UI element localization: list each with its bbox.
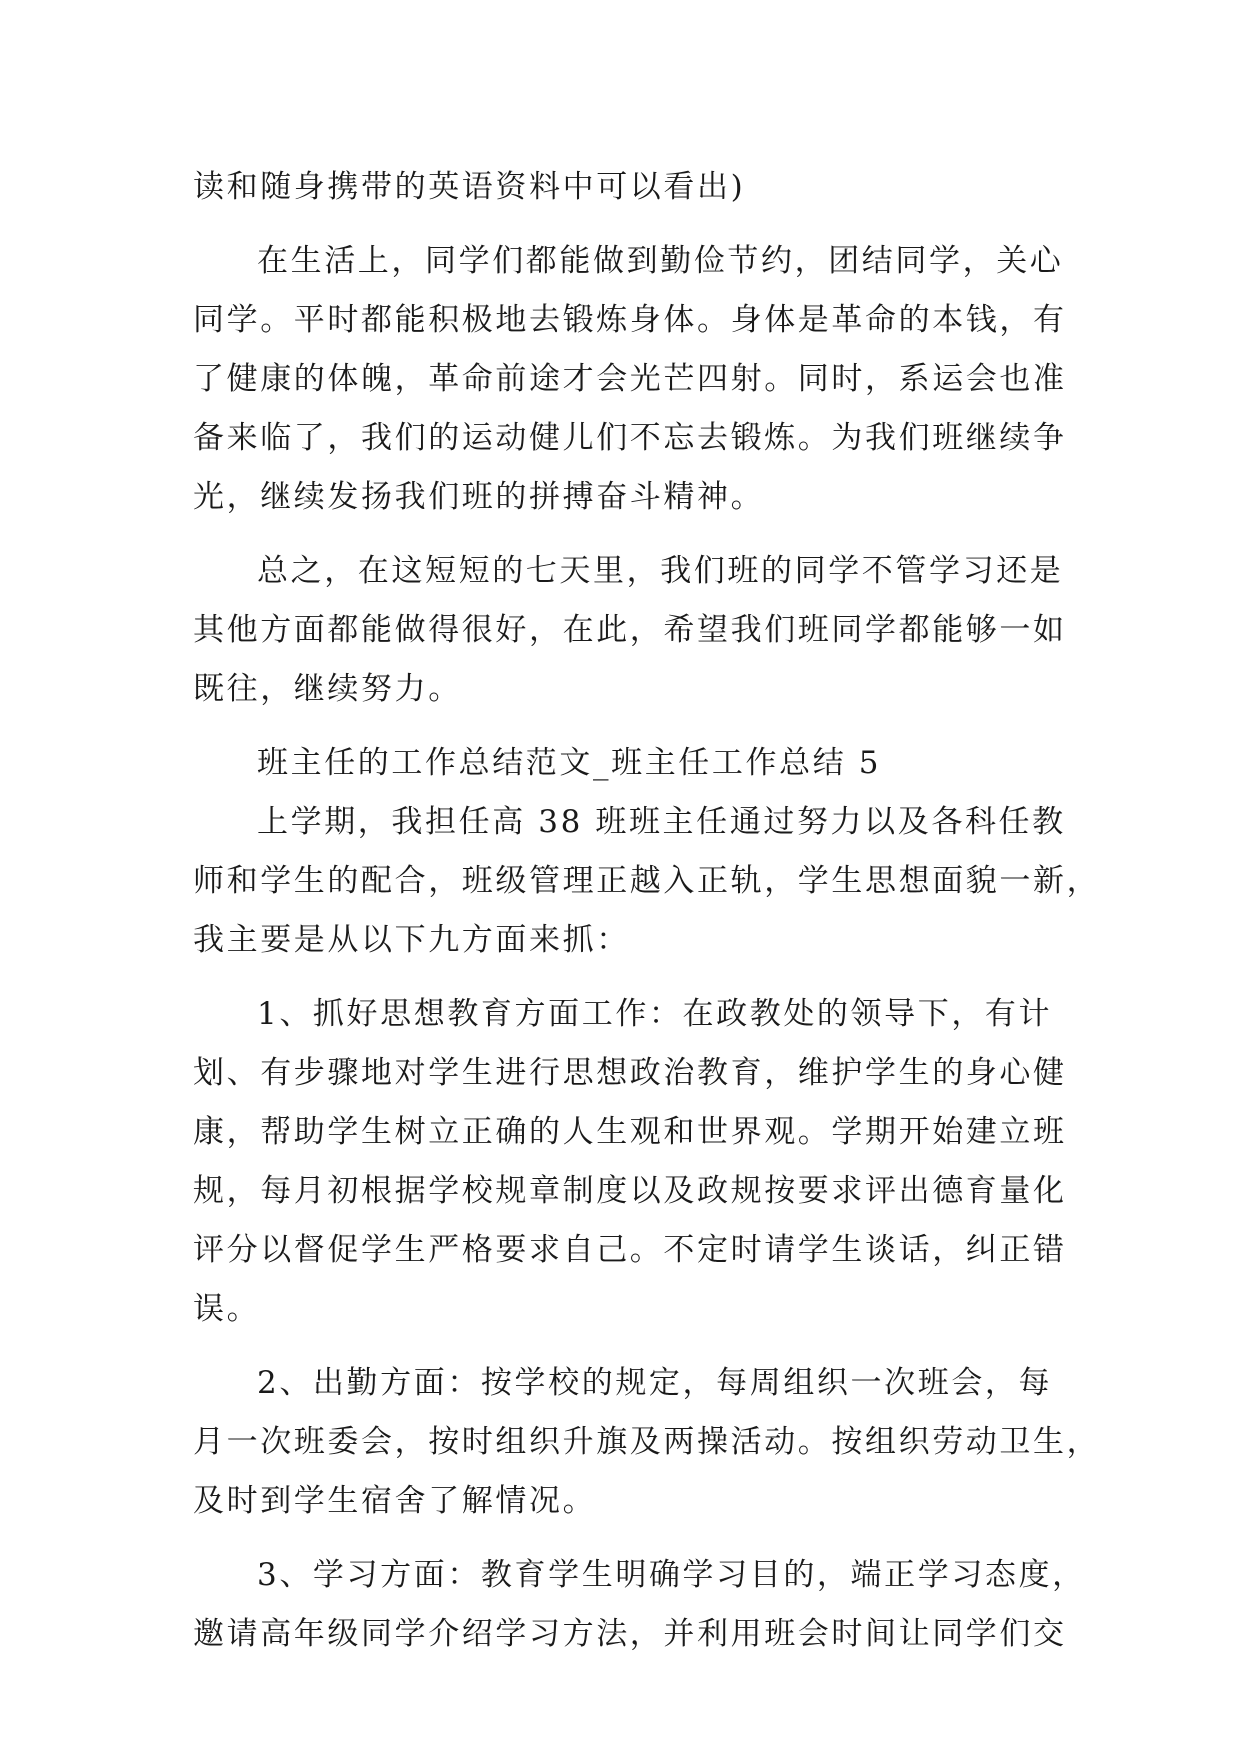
text-line: 在生活上，同学们都能做到勤俭节约，团结同学，关心 [257,243,1064,279]
text-line: 1、抓好思想教育方面工作：在政教处的领导下，有计 [257,996,1053,1032]
text-line: 评分以督促学生严格要求自己。不定时请学生谈话，纠正错 [193,1232,1067,1268]
document-body [193,158,1101,1664]
text-line: 上学期，我担任高 38 班班主任通过努力以及各科任教 [257,804,1066,840]
text-line: 班主任的工作总结范文_班主任工作总结 5 [257,745,882,781]
text-line: 康，帮助学生树立正确的人生观和世界观。学期开始建立班 [193,1114,1067,1150]
text-line: 备来临了，我们的运动健儿们不忘去锻炼。为我们班继续争 [193,420,1067,456]
text-line: 2、出勤方面：按学校的规定，每周组织一次班会，每 [257,1365,1053,1401]
text-line: 邀请高年级同学介绍学习方法，并利用班会时间让同学们交 [193,1616,1067,1652]
text-line: 及时到学生宿舍了解情况。 [193,1483,597,1519]
paragraph-spacer [193,217,1053,232]
paragraph-spacer [193,527,1053,542]
text-line: 既往，继续努力。 [193,671,462,707]
text-line: 月一次班委会，按时组织升旗及两操活动。按组织劳动卫生， [193,1424,1101,1460]
paragraph-spacer [193,1339,1053,1354]
text-line: 我主要是从以下九方面来抓： [193,922,630,958]
paragraph-spacer [193,970,1053,985]
text-line: 划、有步骤地对学生进行思想政治教育，维护学生的身心健 [193,1055,1067,1091]
text-line: 了健康的体魄，革命前途才会光芒四射。同时，系运会也准 [193,361,1067,397]
text-line: 误。 [193,1291,261,1327]
paragraph-spacer [193,719,1053,734]
text-line: 3、学习方面：教育学生明确学习目的，端正学习态度， [257,1557,1086,1593]
text-line: 读和随身携带的英语资料中可以看出) [193,169,746,205]
text-line: 规，每月初根据学校规章制度以及政规按要求评出德育量化 [193,1173,1067,1209]
text-line: 总之，在这短短的七天里，我们班的同学不管学习还是 [257,553,1064,589]
paragraph-spacer [193,1531,1053,1546]
text-line: 光，继续发扬我们班的拼搏奋斗精神。 [193,479,765,515]
text-line: 其他方面都能做得很好，在此，希望我们班同学都能够一如 [193,612,1067,648]
text-line: 师和学生的配合，班级管理正越入正轨，学生思想面貌一新， [193,863,1101,899]
text-line: 同学。平时都能积极地去锻炼身体。身体是革命的本钱，有 [193,302,1067,338]
